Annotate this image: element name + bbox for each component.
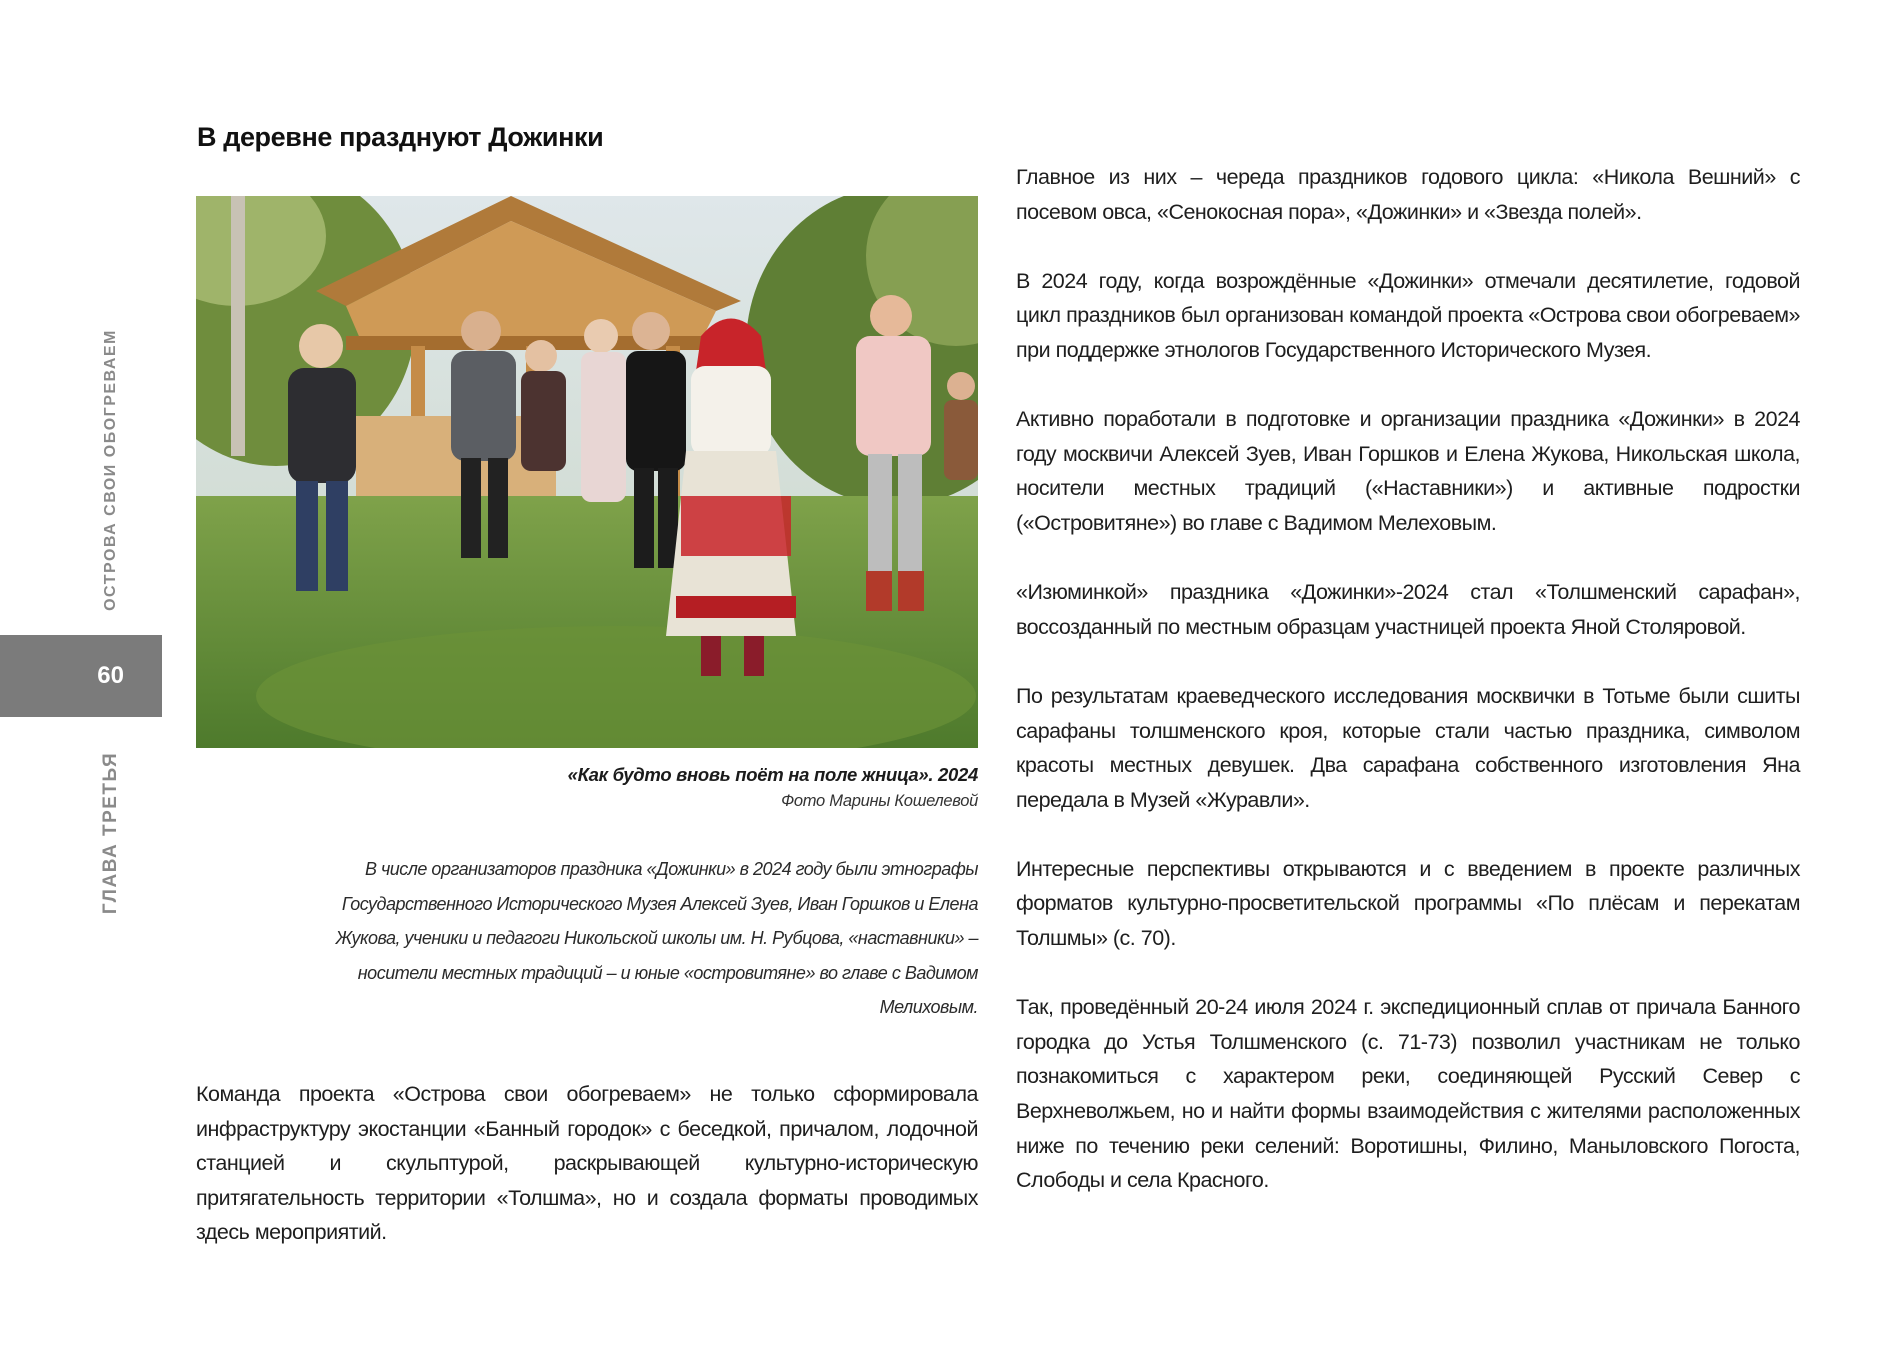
left-column [196, 1077, 978, 1250]
paragraph: Так, проведённый 20-24 июля 2024 г. экспедиционный сплав от причала Банного городка до Устья Толшменского (с. 71-73) позволил участникам не только познакомиться с характером реки, соединяющей Русский Север с Верхневолжьем, но и найти формы взаимодействия с жителями расположенных ниже по течению реки селений: Воротишны, Филино, Маныловского Погоста, Слободы и села Красного. [1016, 995, 1800, 1193]
article-heading: В деревне празднуют Дожинки [197, 122, 604, 152]
photo-credit: Фото Марины Кошелевой [781, 792, 978, 810]
page-number: 60 [97, 662, 124, 689]
caption-title: «Как будто вновь поёт на поле жница». 2024 [567, 764, 978, 785]
paragraph: Главное из них – череда праздников годового цикла: «Никола Вешний» с посевом овса, «Сенокосная пора», «Дожинки» и «Звезда полей». [1016, 165, 1800, 224]
running-chapter-title [81, 725, 141, 940]
paragraph: Активно поработали в подготовке и организации праздника «Дожинки» в 2024 году москвичи Алексей Зуев, Иван Горшков и Елена Жукова, Никольская школа, носители местных традиций («Наставники») и активные подростки («Островитяне») во главе с Вадимом Мелеховым. [1016, 407, 1800, 535]
paragraph: В 2024 году, когда возрождённые «Дожинки» отмечали десятилетие, годовой цикл праздников был организован командой проекта «Острова свои обогреваем» при поддержке этнологов Государственного Исторического Музея. [1016, 268, 1800, 362]
section-title-text: ОСТРОВА СВОИ ОБОГРЕВАЕМ [102, 329, 120, 611]
photo-caption [196, 762, 978, 814]
festival-photo [196, 196, 978, 748]
right-column [1016, 160, 1800, 1232]
left-paragraph: Команда проекта «Острова свои обогреваем» не только сформировала инфраструктуру экостанции «Банный городок» с беседкой, причалом, лодочной станцией и скульптурой, раскрывающей культурно-историческую притягательность территории «Толшма», но и создала форматы проводимых здесь мероприятий. [196, 1082, 978, 1245]
page-number-tab [0, 635, 162, 717]
photo-description: В числе организаторов праздника «Дожинки» в 2024 году были этнографы Государственного Исторического Музея Алексей Зуев, Иван Горшков и Елена Жукова, ученики и педагоги Никольской школы им. Н. Рубцова, «наставники» – носители местных традиций – и юные «островитяне» во главе с Вадимом Мелиховым. [335, 859, 978, 1017]
paragraph: Интересные перспективы открываются и с введением в проекте различных форматов культурно-просветительской программы «По плёсам и перекатам Толшмы» (с. 70). [1016, 856, 1800, 951]
paragraph: По результатам краеведческого исследования москвички в Тотьме были сшиты сарафаны толшменского кроя, которые стали частью праздника, символом красоты местных девушек. Два сарафана собственного изготовления Яна передала в Музей «Журавли». [1016, 683, 1800, 812]
paragraph: «Изюминкой» праздника «Дожинки»-2024 стал «Толшменский сарафан», воссозданный по местным образцам участницей проекта Яной Столяровой. [1016, 580, 1800, 639]
chapter-title-text: ГЛАВА ТРЕТЬЯ [100, 751, 121, 914]
running-section-title [81, 320, 141, 620]
